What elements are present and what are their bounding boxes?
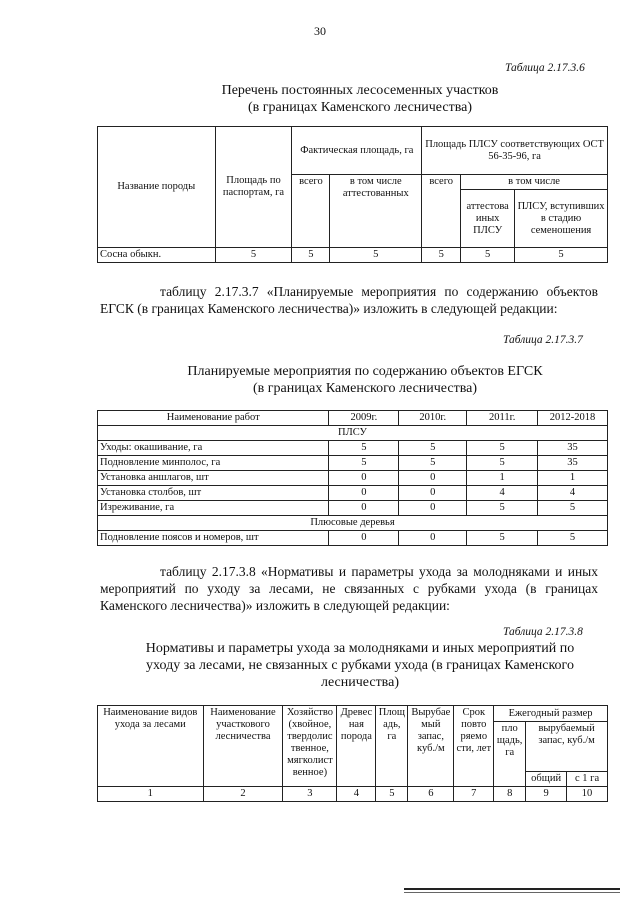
table-row [98,787,608,802]
table-row [98,456,608,471]
table-title-line: лесничества) [321,675,399,690]
footer-rule [404,892,620,893]
table-row [98,486,608,501]
column-number: 2 [203,787,283,802]
table-title-line: Планируемые мероприятия по содержанию объектов ЕГСК [187,364,543,379]
cell: 0 [329,471,399,486]
header-work-name: Наименование работ [98,411,329,426]
header-total: всего [422,175,461,248]
cell: 0 [399,531,467,546]
table-row [98,441,608,456]
table-title-line: Перечень постоянных лесосеменных участков [221,83,499,98]
header-plsu-area: Площадь ПЛСУ соответствующих ОСТ 56-35-96, га [422,127,608,175]
footer-rule [404,888,620,890]
table-row [98,248,608,263]
cell: 5 [329,456,399,471]
care-norms-table [97,705,608,802]
section-heading: ПЛСУ [98,426,608,441]
cell: 5 [329,441,399,456]
header-actual-area: Фактическая площадь, га [292,127,422,175]
header-passport-area: Площадь по паспортам, га [215,127,292,248]
column-number: 9 [526,787,567,802]
header-volume-total: общий [526,772,567,787]
cell: 0 [329,531,399,546]
cell: 0 [329,501,399,516]
header-seeding-plsu: ПЛСУ, вступивших в стадию семеношения [515,190,608,248]
cell: Изреживание, га [98,501,329,516]
paragraph: таблицу 2.17.3.7 «Планируемые мероприятия по содержанию объектов ЕГСК (в границах Каменского лесничества)» изложить в следующей редакции: [100,284,598,316]
cell: 5 [515,248,608,263]
header-year: 2011г. [467,411,538,426]
cell: 5 [330,248,422,263]
header-care-type: Наименование видов ухода за лесами [98,706,204,787]
cell: 5 [461,248,515,263]
table-title-line: уходу за лесами, не связанных с рубками ухода (в границах Каменского [146,658,574,673]
cell: Установка столбов, шт [98,486,329,501]
cell: 4 [467,486,538,501]
cell: 5 [399,456,467,471]
header-economy: Хозяйство (хвойное, твердолис твенное, мягколист венное) [283,706,337,787]
header-repeat-period: Срок повто ряемо сти, лет [454,706,494,787]
header-year: 2010г. [399,411,467,426]
cell: 5 [467,531,538,546]
header-attested-plsu: аттестова иных ПЛСУ [461,190,515,248]
header-district: Наименование участкового лесничества [203,706,283,787]
header-annual-volume: вырубаемый запас, куб./м [526,722,608,772]
table-title [100,640,620,691]
header-area: Площ адь, га [376,706,408,787]
table-label: Таблица 2.17.3.7 [503,334,583,346]
header-annual-area: пло щадь, га [494,722,526,787]
header-tree-species: Древес ная порода [337,706,376,787]
paragraph: таблицу 2.17.3.8 «Нормативы и параметры ухода за молодняками и иных мероприятий по уходу за лесами, не связанных с рубками ухода (в границах Каменского лесничества)» изложить в следующей редакции: [100,564,598,613]
cell: 5 [538,531,608,546]
table-title-line: (в границах Каменского лесничества) [252,381,478,396]
column-number: 8 [494,787,526,802]
cell: 0 [399,501,467,516]
table-row [98,471,608,486]
header-year: 2009г. [329,411,399,426]
header-harvest-volume: Вырубае мый запас, куб./м [408,706,454,787]
column-number: 5 [376,787,408,802]
column-number: 4 [337,787,376,802]
column-number: 6 [408,787,454,802]
header-volume-per-ha: с 1 га [567,772,608,787]
cell: Сосна обыкн. [98,248,216,263]
cell: 5 [467,441,538,456]
column-number: 7 [454,787,494,802]
cell: Установка аншлагов, шт [98,471,329,486]
header-annual-size: Ежегодный размер [494,706,608,722]
table-title [100,363,630,397]
cell: 5 [538,501,608,516]
table-title-line: Нормативы и параметры ухода за молодняками и иных мероприятий по [145,641,575,656]
cell: Уходы: окашивание, га [98,441,329,456]
header-species: Название породы [98,127,216,248]
cell: Подновление минполос, га [98,456,329,471]
column-number: 3 [283,787,337,802]
cell: Подновление поясов и номеров, шт [98,531,329,546]
table-title [100,82,620,116]
cell: 35 [538,456,608,471]
header-year: 2012-2018 [538,411,608,426]
cell: 5 [422,248,461,263]
cell: 5 [215,248,292,263]
column-number: 1 [98,787,204,802]
header-including-attested: в том числе аттестованных [330,175,422,248]
header-including: в том числе [461,175,608,190]
cell: 1 [467,471,538,486]
table-row [98,501,608,516]
table-label: Таблица 2.17.3.8 [503,626,583,638]
cell: 0 [399,486,467,501]
header-total: всего [292,175,330,248]
section-heading: Плюсовые деревья [98,516,608,531]
cell: 5 [292,248,330,263]
cell: 1 [538,471,608,486]
cell: 5 [399,441,467,456]
cell: 5 [467,456,538,471]
egsk-activities-table [97,410,608,546]
page-number: 30 [314,24,326,38]
cell: 5 [467,501,538,516]
seed-plots-table [97,126,608,263]
column-number: 10 [567,787,608,802]
cell: 0 [399,471,467,486]
table-label: Таблица 2.17.3.6 [505,62,585,74]
table-row [98,531,608,546]
cell: 0 [329,486,399,501]
cell: 4 [538,486,608,501]
cell: 35 [538,441,608,456]
table-title-line: (в границах Каменского лесничества) [247,100,473,115]
